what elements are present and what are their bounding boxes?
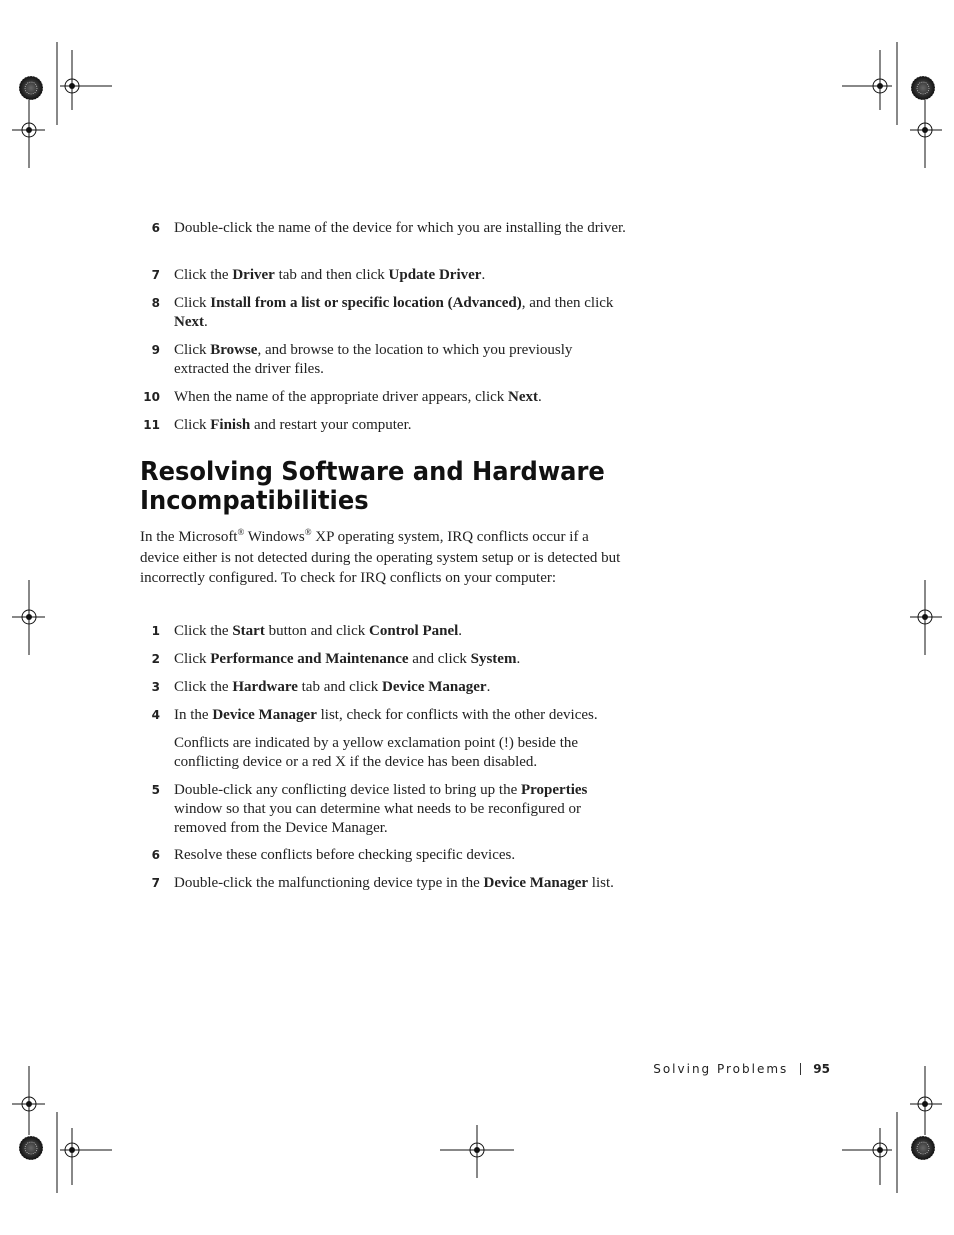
step-item [140, 846, 630, 865]
step-item [140, 874, 630, 893]
step-text [174, 874, 630, 893]
step-number: 9 [151, 343, 160, 357]
step-number: 6 [151, 848, 160, 862]
step-number: 4 [151, 708, 160, 722]
step-text-run: button and click [264, 623, 369, 639]
step-text [174, 846, 630, 865]
ui-term: Device Manager [483, 875, 589, 891]
step-text-run: . [204, 314, 208, 330]
ui-term: Driver [232, 267, 275, 283]
step-text [174, 294, 630, 332]
step-text-run: Click [174, 651, 211, 667]
step-text-run: tab and then click [274, 267, 389, 283]
ui-term: System [470, 651, 517, 667]
step-text-run: list, check for conflicts with the other devices. [316, 707, 598, 723]
step-item [140, 294, 630, 332]
step-number: 3 [151, 680, 160, 694]
step-number: 2 [151, 652, 160, 666]
ui-term: Performance and Maintenance [210, 651, 409, 667]
step-text-run: Click the [174, 679, 233, 695]
ui-term: Finish [210, 417, 251, 433]
step-text-run: . [486, 679, 491, 695]
step-text [174, 416, 630, 435]
step-item [140, 706, 630, 725]
step-text-run: Click [174, 342, 211, 358]
step-text-run: In the [174, 707, 213, 723]
step-text-run: . [458, 623, 463, 639]
step-text-run: Click [174, 417, 211, 433]
step-number: 7 [151, 268, 160, 282]
step-text [174, 219, 630, 238]
step-item [140, 219, 630, 238]
section-heading-line1: Resolving Software and Hardware [140, 457, 605, 487]
step-item [140, 266, 630, 285]
step-item [140, 416, 630, 435]
step-item [140, 781, 630, 838]
step-text [174, 678, 630, 697]
step-number: 10 [143, 390, 160, 404]
step-text [174, 266, 630, 285]
intro-paragraph [140, 527, 630, 589]
step-text-run: Double-click the malfunctioning device type in the [174, 875, 484, 891]
page-number: 95 [813, 1062, 830, 1076]
step-number: 5 [151, 783, 160, 797]
step-item [140, 678, 630, 697]
step-text-run: Click the [174, 267, 233, 283]
step-text [174, 341, 630, 379]
step-text [174, 781, 630, 838]
ui-term: Control Panel [368, 623, 459, 639]
step-item [140, 388, 630, 407]
ui-term: Device Manager [382, 679, 487, 695]
step-text [174, 622, 630, 641]
step-item [140, 622, 630, 641]
step-note: Conflicts are indicated by a yellow exclamation point (!) beside the conflicting device or a red X if the device has been disabled. [174, 735, 579, 770]
step-text-run: and restart your computer. [250, 417, 412, 433]
step-number: 8 [151, 296, 160, 310]
step-item [140, 341, 630, 379]
step-number: 7 [151, 876, 160, 890]
step-text-run: . [516, 651, 521, 667]
ui-term: Browse [210, 342, 258, 358]
intro-text-3: XP operating system, IRQ conflicts occur if a device either is not detected during the operating system setup or is detected but incorrectly configured. To check for IRQ conflicts on your computer: [140, 529, 621, 587]
step-text [174, 388, 630, 407]
step-text-run: , and browse to the location to which you previously extracted the driver files. [174, 342, 573, 377]
step-text-run: tab and click [297, 679, 383, 695]
step-text [174, 706, 630, 725]
step-text-run: Click [174, 295, 211, 311]
step-text-run: , and then click [521, 295, 614, 311]
step-number: 6 [151, 221, 160, 235]
section-heading [140, 458, 624, 516]
ui-term: Properties [521, 782, 588, 798]
step-number: 11 [143, 418, 160, 432]
ui-term: Hardware [232, 679, 298, 695]
step-text-run: . [481, 267, 486, 283]
ui-term: Device Manager [212, 707, 317, 723]
ui-term: Install from a list or specific location (Advanced) [210, 295, 522, 311]
step-number: 1 [151, 624, 160, 638]
registered-mark: ® [237, 527, 245, 537]
step-item [140, 650, 630, 669]
step-text-run: . [538, 389, 542, 405]
ui-term: Next [508, 389, 539, 405]
ui-term: Update Driver [388, 267, 482, 283]
section-heading-line2: Incompatibilities [140, 486, 369, 516]
step-text [174, 650, 630, 669]
step-text-run: Double-click the name of the device for which you are installing the driver. [174, 220, 626, 236]
page-footer [600, 1062, 830, 1076]
step-text-run: and click [408, 651, 471, 667]
step-text-run: Resolve these conflicts before checking specific devices. [174, 847, 516, 863]
footer-separator [800, 1063, 801, 1075]
step-text-run: window so that you can determine what needs to be reconfigured or removed from the Device Manager. [174, 801, 581, 836]
ui-term: Start [232, 623, 265, 639]
footer-section-title: Solving Problems [653, 1062, 789, 1076]
step-text-run: Double-click any conflicting device listed to bring up the [174, 782, 521, 798]
ui-term: Next [174, 314, 204, 330]
step-text-run: list. [588, 875, 614, 891]
intro-text-2: Windows [244, 529, 305, 545]
step-text-run: When the name of the appropriate driver appears, click [174, 389, 509, 405]
registered-mark: ® [304, 527, 312, 537]
intro-text-1: In the Microsoft [140, 529, 238, 545]
step-text-run: Click the [174, 623, 233, 639]
